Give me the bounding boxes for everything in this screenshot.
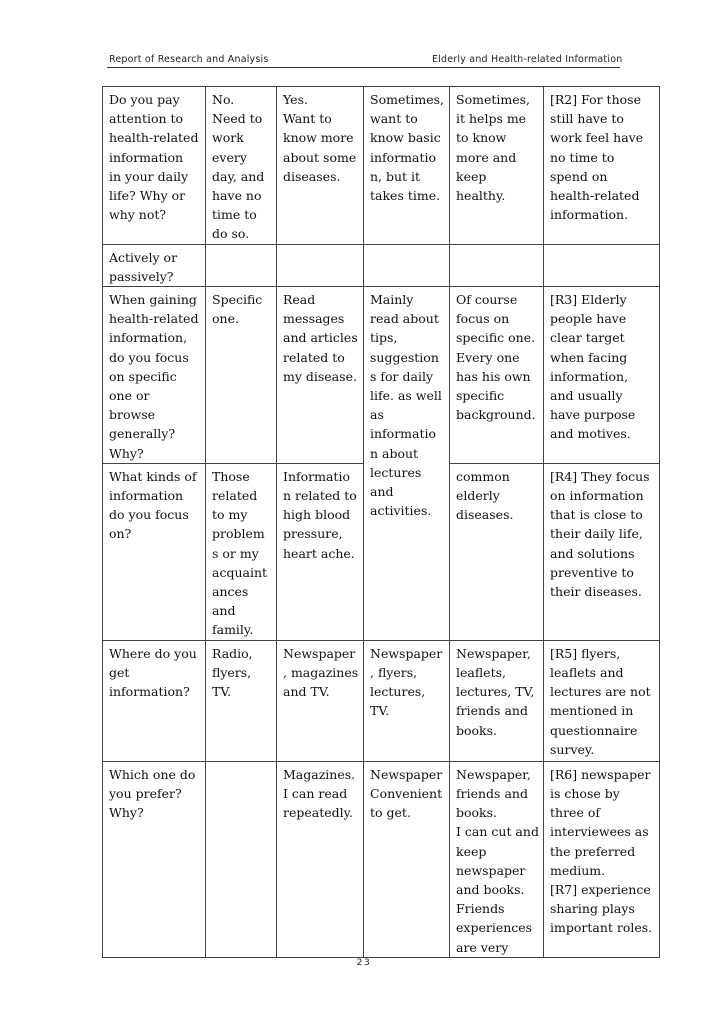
answer-cell	[364, 244, 450, 286]
answer-cell: common elderly diseases.	[450, 463, 544, 640]
answer-cell: Newspaper, friends and books. I can cut and keep newspaper and books. Friends experiences are very	[450, 761, 544, 957]
answer-cell: Radio, flyers, TV.	[206, 640, 277, 761]
finding-cell: [R4] They focus on information that is close to their daily life, and solutions preventive to their diseases.	[544, 463, 660, 640]
finding-cell: [R2] For those still have to work feel have no time to spend on health-related information.	[544, 87, 660, 245]
answer-cell	[450, 244, 544, 286]
question-cell: When gaining health-related information, do you focus on specific one or browse generally? Why?	[103, 287, 206, 464]
header-report-title: Report of Research and Analysis	[109, 54, 269, 65]
table-row	[103, 287, 660, 464]
question-cell: Where do you get information?	[103, 640, 206, 761]
table-row	[103, 761, 660, 957]
answer-cell: No. Need to work every day, and have no time to do so.	[206, 87, 277, 245]
answer-cell: Sometimes, want to know basic informatio n, but it takes time.	[364, 87, 450, 245]
answer-cell: Newspaper, leaflets, lectures, TV, friends and books.	[450, 640, 544, 761]
answer-cell	[206, 761, 277, 957]
answer-cell: Read messages and articles related to my disease.	[277, 287, 364, 464]
header-section-title: Elderly and Health-related Information	[432, 54, 623, 65]
answer-cell: Those related to my problem s or my acquaint ances and family.	[206, 463, 277, 640]
answer-cell: Yes. Want to know more about some diseases.	[277, 87, 364, 245]
answer-cell: Newspaper , flyers, lectures, TV.	[364, 640, 450, 761]
answer-cell: Mainly read about tips, suggestion s for daily life. as well as informatio n about lectures and activities.	[364, 287, 450, 641]
table-row	[103, 87, 660, 245]
page-number: 23	[356, 958, 372, 968]
answer-cell: Sometimes, it helps me to know more and keep healthy.	[450, 87, 544, 245]
finding-cell: [R6] newspaper is chose by three of interviewees as the preferred medium. [R7] experience sharing plays important roles.	[544, 761, 660, 957]
answer-cell	[206, 244, 277, 286]
header-rule	[107, 67, 620, 68]
answer-cell: Newspaper , magazines and TV.	[277, 640, 364, 761]
question-cell: What kinds of information do you focus on?	[103, 463, 206, 640]
interview-results-table	[102, 86, 660, 958]
answer-cell: Newspaper Convenient to get.	[364, 761, 450, 957]
answer-cell: Magazines. I can read repeatedly.	[277, 761, 364, 957]
question-cell: Do you pay attention to health-related information in your daily life? Why or why not?	[103, 87, 206, 245]
answer-cell: Specific one.	[206, 287, 277, 464]
table-row	[103, 640, 660, 761]
finding-cell: [R5] flyers, leaflets and lectures are not mentioned in questionnaire survey.	[544, 640, 660, 761]
question-cell: Actively or passively?	[103, 244, 206, 286]
table-row	[103, 244, 660, 286]
answer-cell: Informatio n related to high blood pressure, heart ache.	[277, 463, 364, 640]
answer-cell: Of course focus on specific one. Every one has his own specific background.	[450, 287, 544, 464]
question-cell: Which one do you prefer? Why?	[103, 761, 206, 957]
finding-cell	[544, 244, 660, 286]
finding-cell: [R3] Elderly people have clear target when facing information, and usually have purpose and motives.	[544, 287, 660, 464]
answer-cell	[277, 244, 364, 286]
